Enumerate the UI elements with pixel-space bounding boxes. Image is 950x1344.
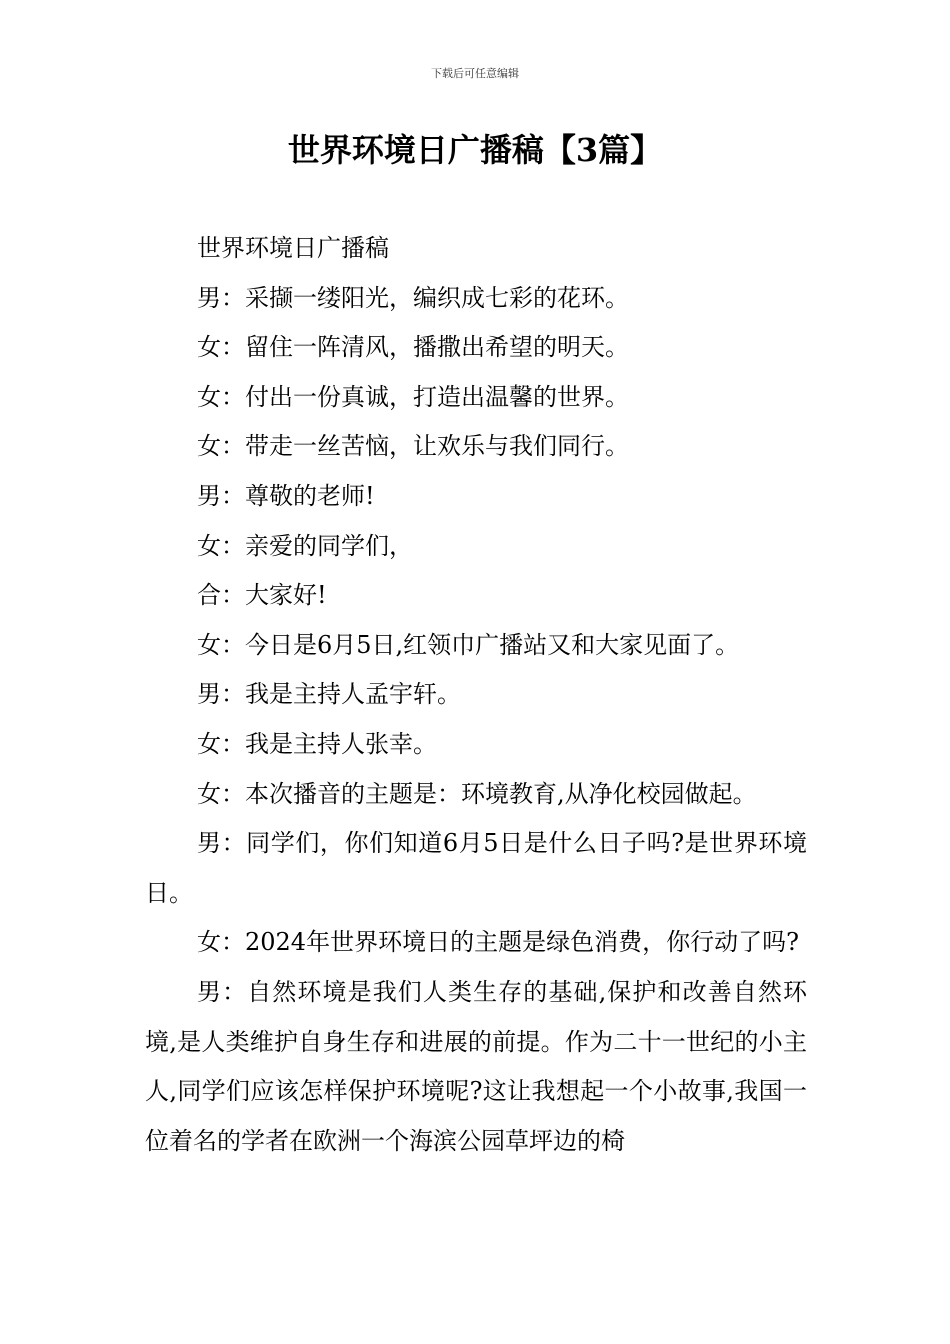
paragraph-subtitle: 世界环境日广播稿 — [197, 234, 389, 262]
paragraph: 女：今日是6月5日,红领巾广播站又和大家见面了。 — [197, 630, 740, 659]
paragraph: 女：付出一份真诚，打造出温馨的世界。 — [197, 382, 629, 411]
paragraph: 男：采撷一缕阳光，编织成七彩的花环。 — [197, 283, 629, 312]
paragraph: 男：同学们，你们知道6月5日是什么日子吗?是世界环境日。 — [145, 829, 807, 907]
paragraph: 女：留住一阵清风，播撒出希望的明天。 — [197, 333, 629, 362]
page-header-note: 下载后可任意编辑 — [431, 67, 519, 80]
paragraph: 女：带走一丝苦恼，让欢乐与我们同行。 — [197, 432, 629, 461]
paragraph: 男：尊敬的老师! — [197, 481, 375, 510]
paragraph: 女：2024年世界环境日的主题是绿色消费，你行动了吗? — [197, 928, 799, 957]
document-title: 世界环境日广播稿【3篇】 — [287, 131, 663, 169]
document-body — [145, 224, 807, 1166]
paragraph: 女：我是主持人张幸。 — [197, 729, 437, 758]
paragraph: 男：自然环境是我们人类生存的基础,保护和改善自然环境,是人类维护自身生存和进展的前提。作为二十一世纪的小主人,同学们应该怎样保护环境呢?这让我想起一个小故事,我国一位着名的学者在欧洲一个海滨公园草坪边的椅 — [145, 977, 807, 1155]
paragraph: 合：大家好! — [197, 581, 327, 610]
paragraph: 男：我是主持人孟宇轩。 — [197, 680, 461, 709]
paragraph: 女：本次播音的主题是：环境教育,从净化校园做起。 — [197, 779, 757, 808]
paragraph: 女：亲爱的同学们， — [197, 531, 413, 560]
